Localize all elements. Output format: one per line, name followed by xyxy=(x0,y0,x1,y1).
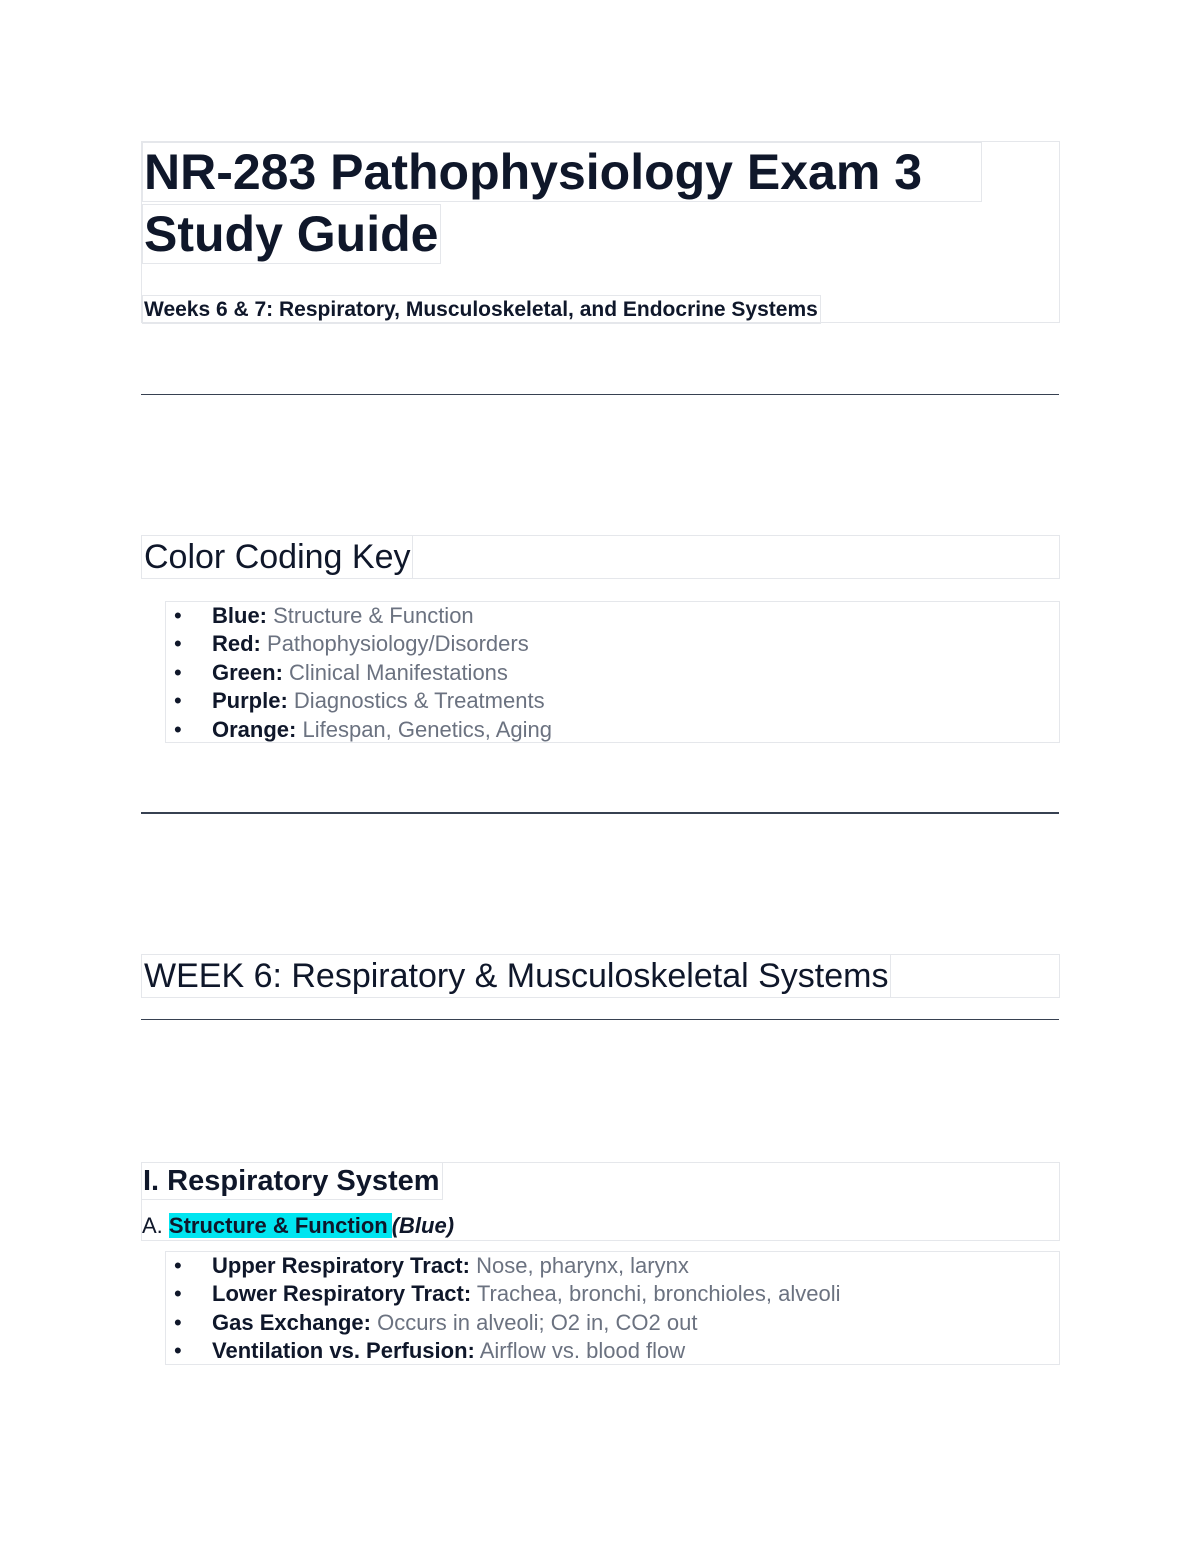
list-item xyxy=(166,1309,841,1337)
list-item-value: Pathophysiology/Disorders xyxy=(267,631,529,657)
list-item-value: Nose, pharynx, larynx xyxy=(476,1253,689,1278)
list-item xyxy=(166,1337,841,1365)
list-item-value: Lifespan, Genetics, Aging xyxy=(302,716,552,742)
list-item-value: Diagnostics & Treatments xyxy=(293,688,545,714)
document-title-line-1: NR-283 Pathophysiology Exam 3 xyxy=(142,142,982,202)
bullet-icon: • xyxy=(174,1281,182,1307)
list-item-label: Upper Respiratory Tract: xyxy=(212,1253,470,1278)
color-key-heading: Color Coding Key xyxy=(141,535,413,579)
highlighted-subsection-title: Structure & Function xyxy=(169,1213,392,1238)
list-item-value: Clinical Manifestations xyxy=(289,659,508,685)
list-item xyxy=(166,687,552,715)
list-item xyxy=(166,1280,841,1308)
list-item-label: Lower Respiratory Tract: xyxy=(212,1281,472,1307)
list-item-label: Red: xyxy=(212,631,261,657)
list-item-value: Trachea, bronchi, bronchioles, alveoli xyxy=(476,1281,841,1307)
list-item-value: Airflow vs. blood flow xyxy=(479,1338,686,1364)
bullet-icon: • xyxy=(174,631,182,657)
title-block xyxy=(141,141,1060,323)
list-item xyxy=(166,659,552,687)
respiratory-list-box xyxy=(165,1251,1060,1365)
list-item-label: Orange: xyxy=(212,716,297,742)
bullet-icon: • xyxy=(174,603,182,628)
subsection-prefix: A. xyxy=(142,1213,163,1238)
list-item xyxy=(166,716,552,744)
respiratory-heading: I. Respiratory System xyxy=(141,1162,443,1200)
list-item-label: Gas Exchange: xyxy=(212,1309,371,1335)
respiratory-section-box xyxy=(141,1162,1060,1241)
divider xyxy=(141,1019,1059,1020)
bullet-icon: • xyxy=(174,659,182,685)
week6-heading: WEEK 6: Respiratory & Musculoskeletal Systems xyxy=(141,954,891,998)
document-title-line-2: Study Guide xyxy=(142,204,441,264)
respiratory-list xyxy=(166,1252,841,1366)
divider xyxy=(141,394,1059,395)
list-item-label: Green: xyxy=(212,659,283,685)
list-item xyxy=(166,1252,841,1280)
subsection-heading xyxy=(142,1212,454,1240)
list-item-value: Occurs in alveoli; O2 in, CO2 out xyxy=(377,1309,698,1335)
bullet-icon: • xyxy=(174,1309,182,1335)
color-key-list-box xyxy=(165,601,1060,743)
list-item xyxy=(166,630,552,658)
bullet-icon: • xyxy=(174,716,182,742)
list-item-label: Ventilation vs. Perfusion: xyxy=(212,1338,475,1364)
bullet-icon: • xyxy=(174,1253,182,1278)
list-item-label: Blue: xyxy=(212,603,267,628)
color-key-list xyxy=(166,602,552,744)
list-item xyxy=(166,602,552,630)
color-key-heading-box xyxy=(141,535,1060,579)
divider xyxy=(141,812,1059,814)
bullet-icon: • xyxy=(174,1338,182,1364)
document-subtitle: Weeks 6 & 7: Respiratory, Musculoskeletal, and Endocrine Systems xyxy=(142,295,821,324)
week6-heading-box xyxy=(141,954,1060,998)
bullet-icon: • xyxy=(174,688,182,714)
list-item-value: Structure & Function xyxy=(273,603,474,628)
subsection-color-note: (Blue) xyxy=(391,1213,455,1238)
list-item-label: Purple: xyxy=(212,688,288,714)
